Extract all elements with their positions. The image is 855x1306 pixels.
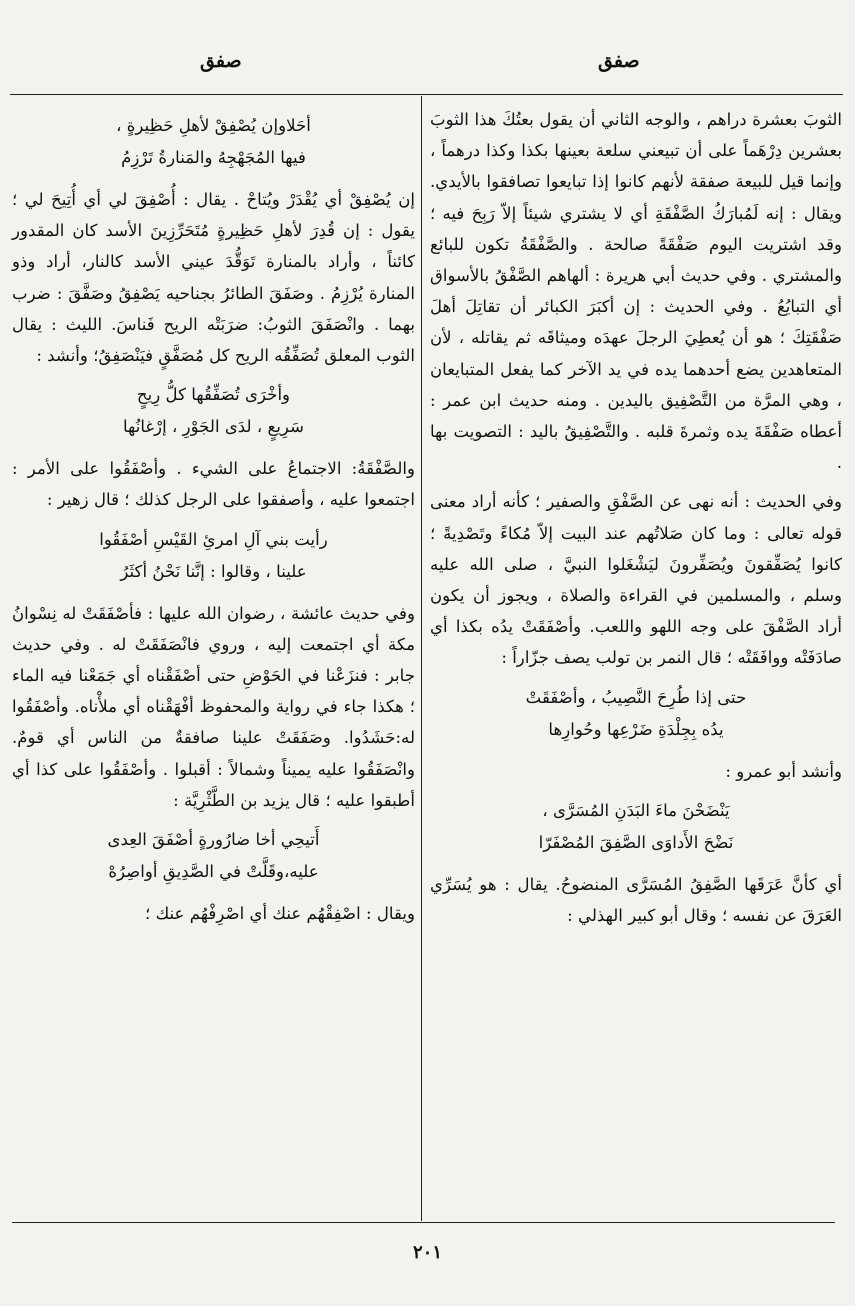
verse-line: عليه،وقَلَّتْ في الصَّدِيقِ أواصِرُهْ [108,862,319,882]
paragraph: الثوبَ بعشرة دراهم ، والوجه الثاني أن يقول بعتُكَ هذا الثوبَ بعشرين دِرْهَماً على أن تبيعني سلعة بعينها بكذا وكذا درهماً ، وإنما قيل للبيعة صفقة لأنهم كانوا إذا تبايعوا تصافقوا بالأيدي. ويقال : إنه لَمُبارَكُ الصَّفْقَةِ أي لا يشتري شيئاً إلاّ رَبِحَ فيه ؛ وقد اشتريت اليوم صَفْقَةً صالحة . والصَّفْقَةُ تكون للبائع والمشتري . وفي حديث أبي هريرة : ألهاهم الصَّفْقُ بالأسواق أي التبايُعُ . وفي الحديث : إن أكبَرَ الكبائر أن تقاتِلَ أهلَ صَفْقَتِكَ ؛ هو أن يُعطِيَ الرجلَ عهدَه وميثاقَه ثم يقاتله ، لأن المتعاهدين يضع أحدهما يده في يد الآخر كما يفعل المتبايعان ، وهي المرَّة من التَّصْفِيق باليدين . ومنه حديث ابن عمر : أعطاه صَفْقَةَ يده وثمرةَ قلبه . والتَّصْفِيقُ باليد : التصويت بها . [430,110,842,473]
verse-line: علينا ، وقالوا : إنَّنا نَحْنُ أكثَرُ [120,561,307,581]
verse-line: أَتيحِي أخا ضارُورةٍ أصْفَقَ العِدى [107,830,320,850]
verse [12,110,415,174]
running-header-left: صفق [200,50,242,72]
running-header-right: صفق [598,50,640,72]
paragraph: أي كأنَّ عَرَقَها الصَّفِقُ المُسَرَّى المنضوحُ. يقال : هو يُسَرِّي العَرَقَ عن نفسه ؛ وقال أبو كبير الهذلي : [430,874,842,926]
right-column [430,104,842,939]
verse [12,524,415,588]
verse-line: رأيت بني آلِ امرئِ القَيْسِ أصْفَقُوا [99,529,328,549]
verse-line: سَرِيعٍ ، لدَى الجَوْرِ ، إرْغانُها [123,417,304,437]
column-separator [421,96,422,1221]
bottom-rule [12,1222,835,1223]
verse-line: أحَلاوإن يُصْفِقْ لأهلِ حَظِيرةٍ ، [116,116,311,135]
verse-line: وأخْرَى تُصَفِّقُها كلُّ رِيحٍ [136,385,291,405]
verse-line: فيها المُجَهْجِهُ والمَنارةُ تَرْزِمُ [121,148,306,167]
verse-line: نَضْحَ الأَداوَى الصَّفِقَ المُصْفَرّا [538,832,734,852]
verse [430,682,842,746]
paragraph: وأنشد أبو عمرو : [725,761,842,781]
paragraph: وفي حديث عائشة ، رضوان الله عليها : فأصْفَقَتْ له نِسْوانُ مكة أي اجتمعت إليه ، وروي فانْصَفَقَتْ له . وفي حديث جابر : فنزَعْنا في الحَوْضِ حتى أصْفَقْناه أي جَمَعْنا فيه الماء ؛ هكذا جاء في رواية والمحفوظ أفْهَقْناه أي ملأْناه. وأصْفَقُوا له:حَشَدُوا. وصَفَقَتْ علينا صافقةٌ من الناس أي قومٌ. وانْصَفَقُوا عليه يميناً وشمالاً : أقبلوا . وأصْفَقُوا على كذا أي أطبقوا عليه ؛ قال يزيد بن الطَّثْرِيَّة : [12,603,415,810]
paragraph: والصَّفْقَةُ: الاجتماعُ على الشيء . وأصْفَقُوا على الأمر : اجتمعوا عليه ، وأصفقوا على الرجل كذلك ؛ قال زهير : [12,459,415,510]
paragraph: ويقال : اصْفِقْهُم عنك أي اصْرِفْهُم عنك ؛ [145,904,415,924]
page-number: ٢٠١ [412,1242,442,1263]
verse-line: يَنْضَحْنَ ماءَ البَدَنِ المُسَرَّى ، [542,800,730,820]
paragraph: إن يُصْفِقْ أي يُقْدَرْ ويُتاحْ . يقال : أُصْفِقَ لي أي أُتِيحَ لي ؛ يقول : إن قُدِرَ لأهلِ حَظِيرةٍ مُتَحَرِّزِينَ الأسد كان المقدور كائناً ، وأراد بالمنارة تَوَقُّدَ عيني الأسد كالنار، أراد وذو المنارة يُرْزِمُ . وصَفَقَ الطائرُ بجناحيه يَصْفِقُ وصَفَّقَ : ضرب بهما . وانْصَفَقَ الثوبُ: ضرَبَتْه الريح فَناسَ. الليث : يقال الثوب المعلق تُصَفِّقُه الريح كل مُصَفَّقٍ فيَنْصَفِقُ؛ وأنشد : [12,190,415,366]
verse-line: يدُه بِجِلْدَةِ ضَرْعِها وحُوارِها [548,719,724,739]
verse [12,824,415,888]
top-rule [10,94,843,95]
paragraph: وفي الحديث : أنه نهى عن الصَّفْقِ والصفير ؛ كأنه أراد معنى قوله تعالى : وما كان صَلاتُهم عند البيت إلاّ مُكاءً وتَصْدِيةً ؛ كانوا يُصَفِّقونَ ويُصَفِّرونَ ليَشْغَلوا النبيَّ ، صلى الله عليه وسلم ، والمسلمين في القراءة والصلاة ، ويجوز أن يكون أراد الصَّفْقَ على وجه اللهو واللعب. وأصْفَقَتْ يدُه بكذا أي صادَفَتْه ووافَقَتْه ؛ قال النمر بن تولب يصف جزّاراً : [430,492,842,668]
left-column [12,104,415,937]
verse [430,795,842,859]
verse-line: حتى إذا طُرِحَ النَّصِيبُ ، وأصْفَقَتْ [525,687,747,707]
verse [12,379,415,443]
